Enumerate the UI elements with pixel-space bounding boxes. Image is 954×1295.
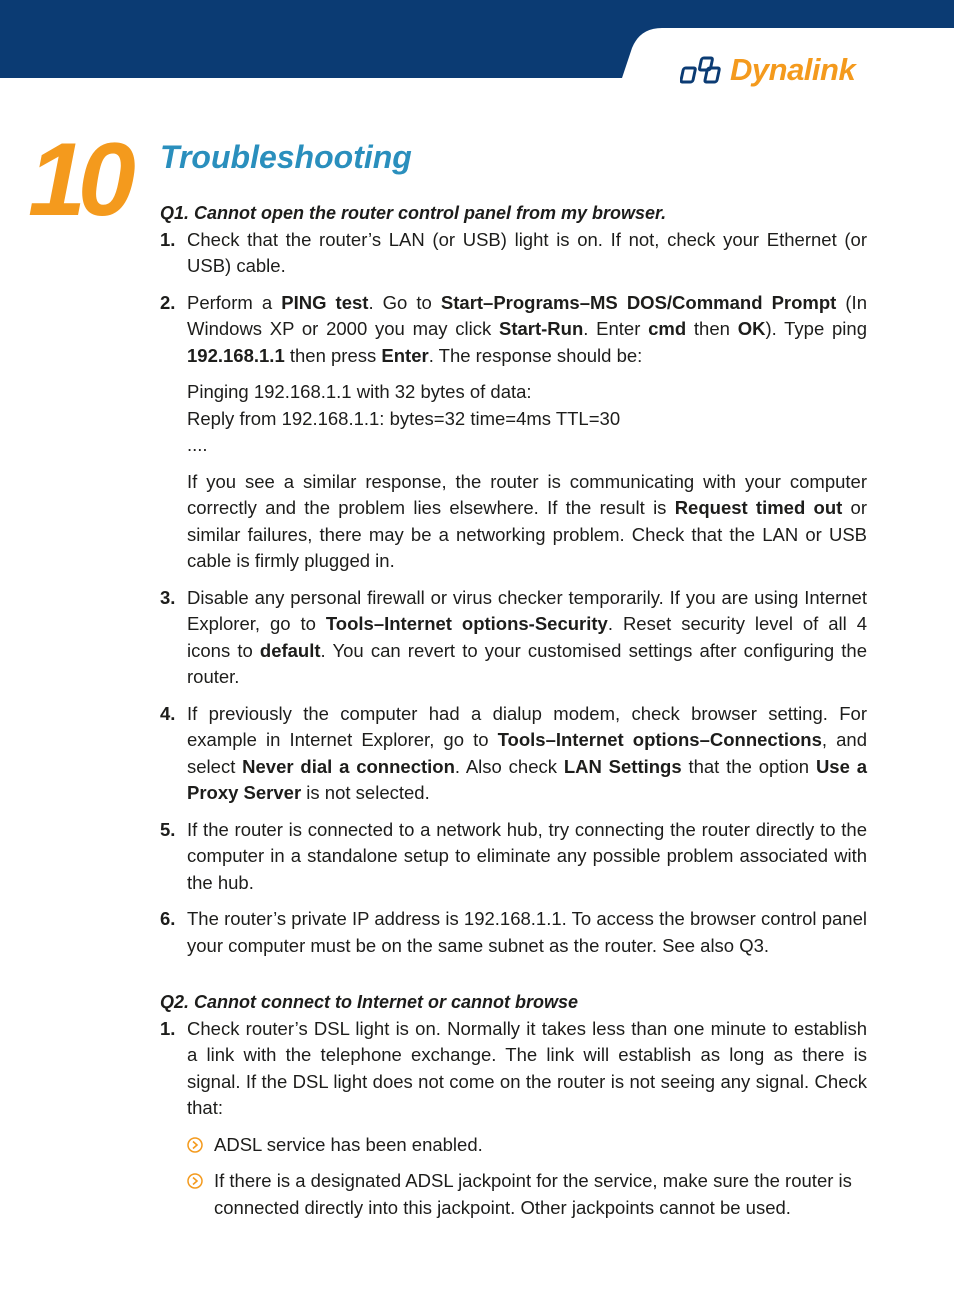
question-1-heading: Q1. Cannot open the router control panel from my browser. xyxy=(160,203,667,223)
chevron-right-circle-icon xyxy=(187,1137,203,1153)
dynalink-logo-icon xyxy=(680,52,724,88)
chapter-title: Troubleshooting xyxy=(160,139,412,175)
q2-item-1 xyxy=(160,1016,867,1222)
bullet-item xyxy=(187,1132,867,1159)
item-text: Disable any personal firewall or virus checker temporarily. If you are using Internet Explorer, go to Tools–Internet options-Security. Reset security level of all 4 icons to default. You can revert to your customised settings after configuring the router. xyxy=(187,586,868,687)
item-number: 5. xyxy=(160,818,176,840)
chevron-right-circle-icon xyxy=(187,1173,203,1189)
item-text: Check router’s DSL light is on. Normally it takes less than one minute to establish a link with the telephone exchange. The link will establish as long as there is signal. If the DSL light does not come on the router is not seeing any signal. Check that: xyxy=(187,1017,867,1118)
bullet-text: If there is a designated ADSL jackpoint for the service, make sure the router is connected directly into this jackpoint. Other jackpoints cannot be used. xyxy=(214,1170,852,1218)
item-number: 3. xyxy=(160,586,176,608)
bullet-text: ADSL service has been enabled. xyxy=(214,1133,483,1155)
item-number: 2. xyxy=(160,291,176,313)
bullet-item xyxy=(187,1168,867,1221)
page-content xyxy=(160,200,867,1231)
q1-item-2 xyxy=(160,290,867,575)
q1-item-5 xyxy=(160,817,867,897)
ping-line-2: Reply from 192.168.1.1: bytes=32 time=4ms TTL=30 xyxy=(187,407,621,429)
q1-item-1 xyxy=(160,227,867,280)
item-number: 6. xyxy=(160,908,176,929)
question-2-heading: Q2. Cannot connect to Internet or cannot browse xyxy=(160,992,579,1012)
q1-item-6 xyxy=(160,906,867,959)
ping-line-1: Pinging 192.168.1.1 with 32 bytes of data: xyxy=(187,381,532,402)
item-number: 1. xyxy=(160,228,176,250)
item-text: Perform a PING test. Go to Start–Programs–MS DOS/Command Prompt (In Windows XP or 2000 you may click Start-Run. Enter cmd then OK). Type ping 192.168.1.1 then press Enter. The response should be: xyxy=(187,291,867,366)
item-number: 4. xyxy=(160,702,176,724)
chapter-number: 10 xyxy=(28,122,128,238)
item-text: Check that the router’s LAN (or USB) light is on. If not, check your Ethernet (or USB) cable. xyxy=(187,228,867,276)
q1-item-4 xyxy=(160,701,867,807)
ping-line-3: .... xyxy=(187,434,208,455)
dynalink-logo xyxy=(680,52,855,88)
item-number: 1. xyxy=(160,1017,176,1039)
item-text: If previously the computer had a dialup modem, check browser setting. For example in Internet Explorer, go to Tools–Internet options–Connections, and select Never dial a connection. Also check LAN Settings that the option Use a Proxy Server is not selected. xyxy=(187,702,867,803)
item-text: If the router is connected to a network hub, try connecting the router directly to the computer in a standalone setup to eliminate any possible problem associated with the hub. xyxy=(187,818,867,893)
item-result-text: If you see a similar response, the router is communicating with your computer correctly and the problem lies elsewhere. If the result is Request timed out or similar failures, there may be a networking problem. Check that the LAN or USB cable is firmly plugged in. xyxy=(187,470,868,571)
q1-item-3 xyxy=(160,585,867,691)
item-text: The router’s private IP address is 192.168.1.1. To access the browser control panel your computer must be on the same subnet as the router. See also Q3. xyxy=(187,908,867,956)
ping-response xyxy=(187,379,867,459)
brand-name: Dynalink xyxy=(730,52,856,87)
